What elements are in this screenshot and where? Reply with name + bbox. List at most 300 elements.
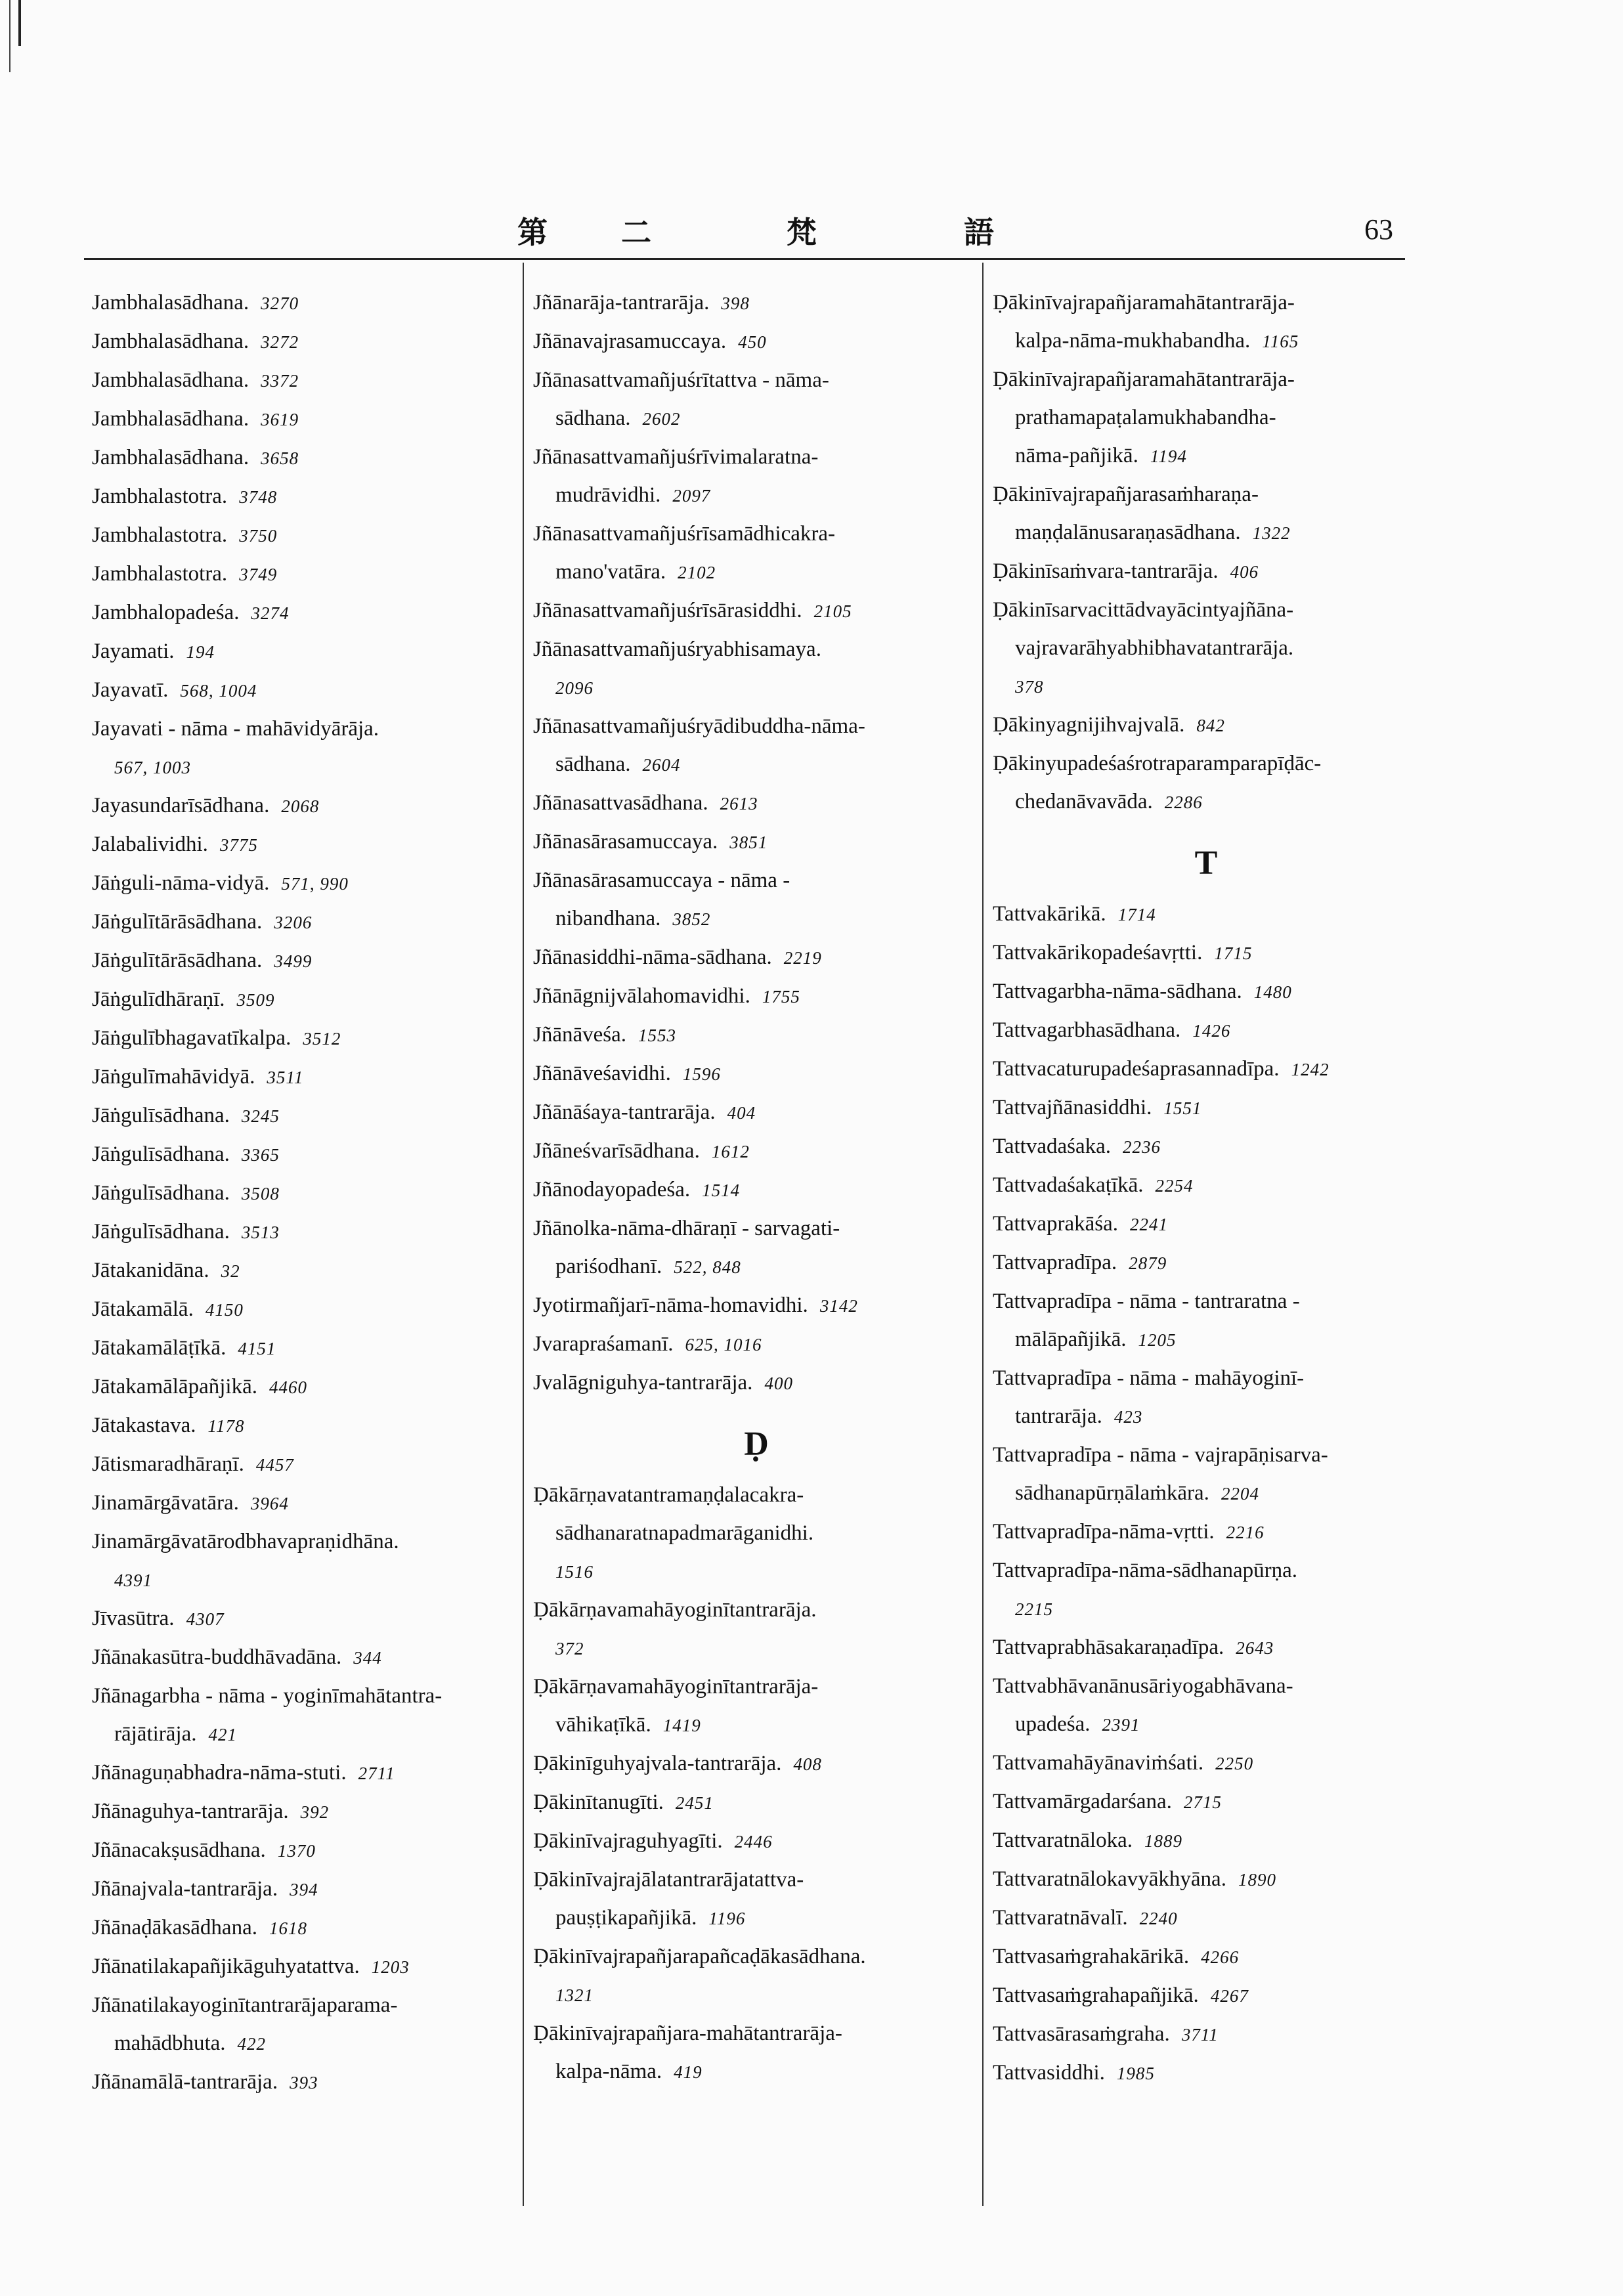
entry-title: Ḍākinyagnijihvajvalā.	[993, 713, 1185, 737]
entry-number: 392	[300, 1802, 330, 1822]
entry-title: Jāṅgulītārāsādhana.	[92, 949, 263, 972]
entry-title: Jayavati - nāma - mahāvidyārāja.	[92, 717, 379, 741]
entry-title: Jāṅgulīdhāraṇī.	[92, 987, 225, 1011]
index-entry	[533, 707, 980, 745]
index-entry	[92, 1329, 512, 1368]
entry-number: 2250	[1215, 1754, 1254, 1773]
entry-title: Ḍākinīvajrapañjaramahātantrarāja-	[993, 291, 1295, 314]
entry-number: 522, 848	[674, 1257, 741, 1277]
index-entry	[533, 2052, 980, 2091]
entry-number: 2068	[281, 796, 320, 816]
entry-number: 3711	[1181, 2025, 1219, 2045]
index-entry	[993, 1359, 1419, 1397]
entry-title: Jambhalastotra.	[92, 485, 228, 508]
entry-title: Jāṅgulīsādhana.	[92, 1104, 230, 1127]
entry-number: 2613	[720, 794, 758, 813]
entry-number: 3245	[241, 1106, 280, 1126]
entry-number: 2216	[1226, 1523, 1265, 1542]
index-entry	[92, 748, 512, 787]
entry-number: 4150	[205, 1300, 244, 1320]
header-char-3: 梵	[787, 215, 817, 250]
entry-number: 3619	[261, 410, 299, 429]
entry-title: mālāpañjikā.	[1015, 1328, 1127, 1351]
entry-number: 1715	[1214, 943, 1253, 963]
entry-title: kalpa-nāma.	[555, 2060, 662, 2083]
index-entry	[92, 1638, 512, 1677]
index-entry	[92, 1484, 512, 1523]
entry-title: Ḍākinīvajrapañjaramahātantrarāja-	[993, 368, 1295, 391]
index-entry	[533, 668, 980, 707]
entry-number: 3750	[239, 526, 278, 546]
index-entry	[533, 592, 980, 630]
index-entry	[993, 1474, 1419, 1513]
entry-title: Tattvasiddhi.	[993, 2061, 1105, 2085]
index-entry	[92, 825, 512, 864]
entry-number: 1480	[1253, 982, 1292, 1002]
index-entry	[533, 1552, 980, 1591]
entry-title: Jīvasūtra.	[92, 1607, 175, 1630]
entry-number: 406	[1230, 562, 1259, 582]
entry-title: Ḍākinīsarvacittādvayācintyajñāna-	[993, 598, 1294, 622]
index-entry	[533, 361, 980, 399]
entry-title: Jayavatī.	[92, 678, 169, 702]
column-divider-1	[523, 263, 524, 2206]
index-entry	[993, 1089, 1419, 1127]
index-entry	[993, 1899, 1419, 1938]
entry-title: Ḍākārṇavamahāyoginītantrarāja.	[533, 1598, 817, 1622]
entry-title: Tattvakārikā.	[993, 902, 1106, 926]
index-entry	[533, 899, 980, 938]
index-column-1	[92, 284, 512, 2102]
entry-number: 2102	[678, 563, 716, 582]
index-entry	[92, 516, 512, 555]
entry-title: Ḍākinīvajrapañjara-mahātantrarāja-	[533, 2022, 842, 2045]
page-number: 63	[1364, 213, 1393, 246]
entry-number: 1516	[555, 1562, 594, 1582]
index-entry	[993, 437, 1419, 475]
entry-title: Jāṅgulīsādhana.	[92, 1181, 230, 1205]
entry-title: Jambhalasādhana.	[92, 368, 249, 392]
entry-number: 2236	[1123, 1137, 1161, 1157]
entry-number: 3852	[672, 909, 711, 929]
column-divider-2	[982, 263, 984, 2206]
entry-title: Tattvapradīpa - nāma - tantraratna -	[993, 1289, 1300, 1313]
entry-number: 2391	[1102, 1715, 1140, 1735]
index-entry	[92, 1290, 512, 1329]
entry-title: Jñānasattvasādhana.	[533, 791, 708, 815]
entry-number: 408	[793, 1754, 822, 1774]
entry-number: 372	[555, 1639, 584, 1658]
index-entry	[92, 864, 512, 903]
entry-number: 3775	[219, 835, 258, 855]
entry-title: vāhikaṭīkā.	[555, 1713, 651, 1737]
index-entry	[993, 1976, 1419, 2015]
entry-title: Tattvasārasaṁgraha.	[993, 2022, 1170, 2046]
index-entry	[92, 942, 512, 980]
index-entry	[993, 1205, 1419, 1244]
entry-title: Tattvasaṁgrahapañjikā.	[993, 1983, 1199, 2007]
entry-title: Jambhalasādhana.	[92, 330, 249, 353]
index-entry	[533, 515, 980, 553]
entry-number: 1203	[371, 1957, 410, 1977]
index-entry	[92, 1251, 512, 1290]
entry-title: vajravarāhyabhibhavatantrarāja.	[1015, 636, 1294, 660]
entry-number: 422	[237, 2034, 267, 2054]
entry-title: Tattvasaṁgrahakārikā.	[993, 1945, 1190, 1968]
entry-title: Jñāneśvarīsādhana.	[533, 1139, 700, 1163]
entry-title: Jñānaguṇabhadra-nāma-stuti.	[92, 1761, 347, 1785]
entry-title: Ḍākinīguhyajvala-tantrarāja.	[533, 1752, 782, 1775]
page-header	[0, 209, 1623, 255]
index-entry	[92, 2024, 512, 2063]
entry-number: 1618	[269, 1918, 307, 1938]
entry-title: Jvarapraśamanī.	[533, 1332, 674, 1356]
index-entry	[92, 1561, 512, 1599]
entry-title: Ḍākinīvajrajālatantrarājatattva-	[533, 1868, 804, 1892]
entry-number: 2451	[675, 1793, 714, 1813]
index-entry	[533, 1209, 980, 1247]
entry-title: nāma-pañjikā.	[1015, 444, 1138, 467]
entry-title: Tattvagarbhasādhana.	[993, 1018, 1181, 1042]
entry-title: Tattvagarbha-nāma-sādhana.	[993, 980, 1242, 1003]
index-entry	[533, 1286, 980, 1325]
entry-title: Tattvaprabhāsakaraṇadīpa.	[993, 1635, 1224, 1659]
entry-title: Jalabalividhi.	[92, 833, 208, 856]
entry-number: 571, 990	[281, 874, 349, 894]
entry-number: 3142	[819, 1296, 858, 1316]
entry-title: Jambhalasādhana.	[92, 407, 249, 431]
index-entry	[993, 667, 1419, 706]
index-entry	[92, 980, 512, 1019]
entry-number: 1755	[762, 987, 800, 1007]
entry-number: 3365	[241, 1145, 280, 1165]
index-entry	[533, 1093, 980, 1132]
entry-number: 3658	[261, 448, 299, 468]
entry-title: mudrāvidhi.	[555, 483, 661, 507]
index-entry	[92, 1368, 512, 1406]
index-entry	[533, 399, 980, 438]
entry-number: 568, 1004	[180, 681, 257, 701]
entry-title: Tattvaratnāloka.	[993, 1829, 1133, 1852]
entry-number: 378	[1015, 677, 1044, 697]
index-entry	[92, 1213, 512, 1251]
entry-number: 2604	[642, 755, 681, 775]
entry-title: Tattvapradīpa-nāma-sādhanapūrṇa.	[993, 1559, 1298, 1582]
index-entry	[533, 1861, 980, 1899]
index-entry	[92, 1754, 512, 1792]
entry-number: 400	[764, 1374, 793, 1393]
index-entry	[993, 1166, 1419, 1205]
index-entry	[533, 1247, 980, 1286]
entry-number: 2097	[672, 486, 711, 506]
entry-number: 1596	[682, 1064, 721, 1084]
index-entry	[533, 784, 980, 823]
index-entry	[533, 1054, 980, 1093]
index-entry	[993, 1011, 1419, 1050]
index-entry	[993, 1436, 1419, 1474]
entry-number: 4267	[1210, 1986, 1249, 2006]
index-entry	[92, 1174, 512, 1213]
entry-number: 1714	[1117, 905, 1156, 924]
entry-title: Jñānasārasamuccaya.	[533, 830, 718, 854]
index-entry	[993, 1705, 1419, 1744]
entry-number: 3509	[236, 990, 275, 1010]
index-entry	[533, 2014, 980, 2052]
entry-title: Tattvabhāvanānusāriyogabhāvana-	[993, 1674, 1293, 1698]
entry-title: Ḍākinīsaṁvara-tantrarāja.	[993, 559, 1219, 583]
entry-title: Jātakamālāṭīkā.	[92, 1336, 227, 1360]
index-entry	[533, 1591, 980, 1629]
index-entry	[533, 823, 980, 861]
entry-number: 32	[221, 1261, 240, 1281]
entry-title: Tattvajñānasiddhi.	[993, 1096, 1152, 1119]
index-entry	[92, 400, 512, 439]
index-entry	[92, 1406, 512, 1445]
index-entry	[533, 1744, 980, 1783]
entry-title: Jāṅgulīmahāvidyā.	[92, 1065, 255, 1089]
index-entry	[993, 1938, 1419, 1976]
entry-title: Jñānolka-nāma-dhāraṇī - sarvagati-	[533, 1217, 840, 1240]
entry-title: Tattvadaśaka.	[993, 1135, 1112, 1158]
index-entry	[533, 630, 980, 668]
entry-title: Jāṅguli-nāma-vidyā.	[92, 871, 270, 895]
entry-title: Tattvamahāyānaviṁśati.	[993, 1751, 1204, 1775]
entry-title: Tattvaratnāvalī.	[993, 1906, 1128, 1930]
entry-number: 394	[290, 1880, 318, 1899]
entry-title: Jñānasattvamañjuśryabhisamaya.	[533, 638, 821, 661]
section-letter: Ḍ	[744, 1425, 769, 1463]
index-entry	[533, 1171, 980, 1209]
index-entry	[92, 1947, 512, 1986]
index-entry	[993, 972, 1419, 1011]
entry-title: Tattvapradīpa.	[993, 1251, 1117, 1274]
entry-number: 1242	[1291, 1060, 1330, 1079]
entry-number: 3372	[261, 371, 299, 391]
entry-title: Jayamati.	[92, 639, 175, 663]
header-rule	[84, 258, 1405, 260]
entry-number: 398	[721, 293, 750, 313]
index-entry	[92, 361, 512, 400]
entry-title: Jyotirmañjarī-nāma-homavidhi.	[533, 1293, 808, 1317]
index-entry	[993, 1513, 1419, 1551]
entry-title: upadeśa.	[1015, 1712, 1091, 1736]
entry-number: 3748	[239, 487, 278, 507]
index-column-2	[533, 284, 980, 2091]
entry-number: 567, 1003	[114, 758, 191, 777]
index-entry	[533, 1668, 980, 1706]
entry-number: 4457	[255, 1455, 294, 1475]
index-entry	[533, 1476, 980, 1514]
entry-number: 423	[1114, 1407, 1143, 1427]
entry-number: 3512	[303, 1029, 341, 1049]
entry-title: Jambhalasādhana.	[92, 446, 249, 469]
index-entry	[993, 1667, 1419, 1705]
entry-number: 625, 1016	[685, 1335, 762, 1354]
entry-number: 3511	[267, 1068, 304, 1087]
index-entry	[533, 1783, 980, 1822]
index-entry	[92, 632, 512, 671]
entry-title: Jñānasattvamañjuśrīsārasiddhi.	[533, 599, 802, 622]
entry-title: Jāṅgulīsādhana.	[92, 1220, 230, 1244]
entry-number: 419	[674, 2062, 703, 2082]
index-entry	[993, 783, 1419, 821]
index-entry	[993, 1282, 1419, 1320]
entry-number: 4460	[269, 1377, 307, 1397]
entry-title: Jñānasiddhi-nāma-sādhana.	[533, 945, 772, 969]
index-entry	[993, 360, 1419, 399]
entry-title: Jāṅgulīsādhana.	[92, 1142, 230, 1166]
entry-number: 3206	[274, 913, 313, 932]
entry-number: 3499	[274, 951, 313, 971]
index-entry	[92, 903, 512, 942]
entry-number: 1514	[702, 1180, 741, 1200]
index-entry	[993, 745, 1419, 783]
index-entry	[993, 475, 1419, 513]
index-entry	[993, 934, 1419, 972]
index-entry	[92, 1019, 512, 1058]
index-entry	[993, 1050, 1419, 1089]
entry-number: 2879	[1129, 1253, 1167, 1273]
entry-title: Jinamārgāvatārodbhavapraṇidhāna.	[92, 1530, 399, 1553]
index-entry	[92, 322, 512, 361]
index-entry	[533, 476, 980, 515]
entry-title: Tattvadaśakaṭīkā.	[993, 1173, 1144, 1197]
index-entry	[993, 1590, 1419, 1628]
index-entry	[92, 1677, 512, 1715]
index-entry	[92, 1058, 512, 1096]
index-entry	[92, 1792, 512, 1831]
entry-number: 2240	[1139, 1909, 1178, 1928]
index-entry	[993, 591, 1419, 629]
index-entry	[92, 1523, 512, 1561]
index-entry	[993, 1127, 1419, 1166]
entry-title: mano'vatāra.	[555, 560, 666, 584]
entry-number: 3964	[250, 1494, 289, 1513]
index-entry	[993, 1860, 1419, 1899]
entry-title: tantrarāja.	[1015, 1404, 1102, 1428]
entry-title: Tattvapradīpa-nāma-vṛtti.	[993, 1520, 1215, 1544]
entry-number: 2096	[555, 678, 594, 698]
index-entry	[993, 895, 1419, 934]
entry-title: Ḍākinīvajraguhyagīti.	[533, 1829, 723, 1853]
index-entry	[993, 629, 1419, 667]
entry-title: mahādbhuta.	[114, 2031, 226, 2055]
entry-number: 3508	[241, 1184, 280, 1203]
index-entry	[533, 1514, 980, 1552]
entry-number: 1890	[1238, 1870, 1276, 1890]
entry-title: Ḍākinīvajrapañjarapañcaḍākasādhana.	[533, 1945, 866, 1968]
entry-number: 2254	[1155, 1176, 1194, 1196]
index-entry	[993, 552, 1419, 591]
entry-number: 344	[353, 1648, 382, 1668]
scan-edge-line	[9, 0, 11, 72]
entry-title: Jñānatilakapañjikāguhyatattva.	[92, 1955, 360, 1978]
entry-number: 2204	[1221, 1484, 1259, 1504]
entry-number: 3851	[729, 833, 768, 852]
entry-title: Jñānāveśavidhi.	[533, 1062, 671, 1085]
header-char-2: 二	[621, 215, 651, 250]
entry-number: 4266	[1201, 1947, 1240, 1967]
entry-number: 1321	[555, 1985, 594, 2005]
index-entry	[993, 2054, 1419, 2092]
index-entry	[533, 1364, 980, 1402]
index-entry	[92, 1096, 512, 1135]
index-entry	[993, 399, 1419, 437]
scan-edge-mark	[18, 0, 21, 46]
entry-number: 3274	[251, 603, 290, 623]
index-entry	[533, 1016, 980, 1054]
entry-number: 2215	[1015, 1599, 1053, 1619]
entry-number: 2241	[1130, 1215, 1169, 1234]
index-entry	[993, 1783, 1419, 1821]
entry-number: 393	[290, 2073, 318, 2092]
index-entry	[993, 1551, 1419, 1590]
entry-title: Jñānacakṣusādhana.	[92, 1838, 266, 1862]
entry-number: 1165	[1262, 332, 1299, 351]
entry-title: Ḍākinīvajrapañjarasaṁharaṇa-	[993, 483, 1259, 506]
index-column-3	[993, 284, 1419, 2092]
entry-title: Jambhalastotra.	[92, 562, 228, 586]
entry-title: Jāṅgulītārāsādhana.	[92, 910, 263, 934]
entry-number: 2715	[1183, 1792, 1222, 1812]
entry-title: Jātakamālā.	[92, 1297, 194, 1321]
index-entry	[533, 745, 980, 784]
entry-number: 1205	[1138, 1330, 1177, 1350]
entry-number: 1551	[1163, 1098, 1202, 1118]
entry-number: 1322	[1252, 523, 1291, 543]
index-entry	[533, 322, 980, 361]
entry-number: 2602	[642, 409, 681, 429]
entry-title: Jñānodayopadeśa.	[533, 1178, 691, 1202]
entry-title: Jñānasārasamuccaya - nāma -	[533, 869, 790, 892]
entry-number: 3513	[241, 1223, 280, 1242]
entry-title: maṇḍalānusaraṇasādhana.	[1015, 521, 1241, 544]
entry-title: Jñānakasūtra-buddhāvadāna.	[92, 1645, 342, 1669]
index-entry	[533, 553, 980, 592]
index-entry	[533, 977, 980, 1016]
index-entry	[92, 2063, 512, 2102]
entry-title: rājātirāja.	[114, 1722, 197, 1746]
entry-title: Ḍākinyupadeśaśrotraparamparapīḍāc-	[993, 752, 1322, 775]
entry-title: Jñānasattvamañjuśryādibuddha-nāma-	[533, 714, 865, 738]
entry-title: Jātakanidāna.	[92, 1259, 209, 1282]
entry-number: 1426	[1192, 1021, 1231, 1041]
index-entry	[92, 1599, 512, 1638]
entry-title: Jñānatilakayoginītantrarājaparama-	[92, 1993, 398, 2017]
entry-title: Jātakastava.	[92, 1414, 196, 1437]
entry-title: Jñānāśaya-tantrarāja.	[533, 1100, 716, 1124]
index-entry	[92, 439, 512, 477]
header-char-4: 語	[964, 215, 994, 250]
entry-title: Jñānasattvamañjuśrīvimalaratna-	[533, 445, 819, 469]
index-entry	[92, 1986, 512, 2024]
entry-title: Jātakamālāpañjikā.	[92, 1375, 257, 1398]
index-entry	[993, 706, 1419, 745]
entry-title: Ḍākārṇavatantramaṇḍalacakra-	[533, 1483, 804, 1507]
entry-number: 1178	[207, 1416, 245, 1436]
entry-title: sādhanapūrṇālaṁkāra.	[1015, 1481, 1209, 1505]
index-entry	[533, 861, 980, 899]
entry-number: 1194	[1150, 446, 1187, 466]
entry-title: Tattvamārgadarśana.	[993, 1790, 1172, 1813]
entry-title: Ḍākārṇavamahāyoginītantrarāja-	[533, 1675, 819, 1699]
entry-number: 1370	[277, 1841, 316, 1861]
index-entry	[533, 1976, 980, 2014]
entry-title: sādhanaratnapadmarāganidhi.	[555, 1521, 814, 1545]
entry-title: Jñānasattvamañjuśrītattva - nāma-	[533, 368, 829, 392]
entry-number: 1985	[1116, 2064, 1155, 2083]
entry-number: 1196	[708, 1909, 746, 1928]
